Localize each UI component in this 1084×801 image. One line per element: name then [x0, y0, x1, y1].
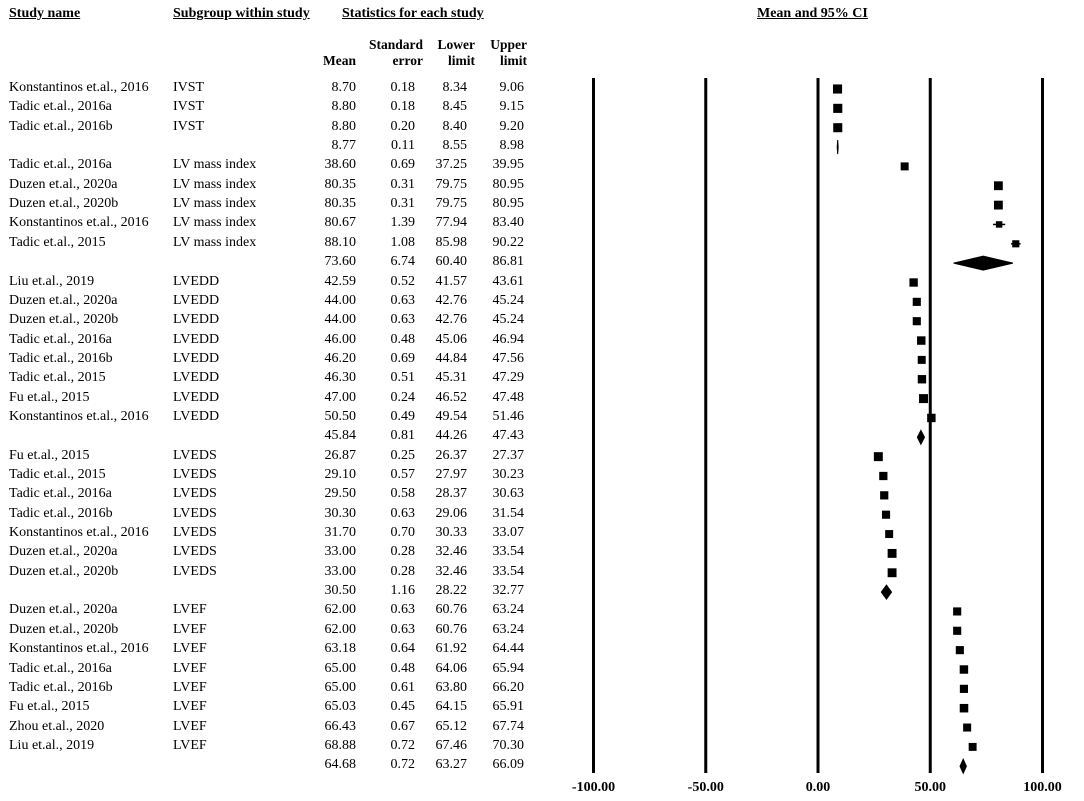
- study-point: [888, 568, 897, 577]
- summary-diamond: [881, 585, 891, 599]
- lower-limit-cell: 32.46: [435, 563, 467, 579]
- study-name-cell: Duzen et.al., 2020a: [9, 292, 118, 308]
- subgroup-cell: LV mass index: [173, 196, 257, 212]
- lower-limit-cell: 79.75: [435, 176, 467, 192]
- study-name-cell: Tadic et.al., 2015: [9, 467, 106, 482]
- subgroup-cell: LVEDS: [173, 544, 217, 560]
- standard-error-cell: 0.63: [390, 312, 415, 328]
- study-name-cell: Zhou et.al., 2020: [9, 718, 105, 734]
- lower-limit-cell: 42.76: [435, 292, 467, 308]
- standard-error-cell: 0.52: [390, 273, 415, 289]
- standard-error-cell: 0.45: [390, 699, 415, 715]
- subgroup-cell: LVEDS: [173, 447, 217, 463]
- subgroup-cell: LVEDD: [173, 408, 220, 424]
- upper-limit-cell: 63.24: [492, 621, 524, 637]
- upper-limit-cell: 65.94: [492, 660, 524, 676]
- subgroup-cell: LVEF: [173, 679, 207, 695]
- lower-limit-cell: 65.12: [435, 718, 467, 734]
- standard-error-cell: 6.74: [390, 254, 415, 270]
- upper-limit-cell: 9.06: [499, 80, 524, 95]
- study-point: [996, 221, 1002, 227]
- mean-cell: 31.70: [324, 525, 356, 541]
- header-ul-line2: limit: [500, 53, 527, 68]
- upper-limit-cell: 65.91: [492, 699, 524, 715]
- upper-limit-cell: 70.30: [492, 737, 524, 753]
- study-point: [880, 491, 888, 499]
- standard-error-cell: 0.72: [390, 737, 415, 753]
- mean-cell: 46.30: [324, 370, 356, 386]
- lower-limit-cell: 44.26: [435, 428, 467, 444]
- standard-error-cell: 0.28: [390, 563, 415, 579]
- subgroup-cell: LVEDD: [173, 389, 220, 405]
- subgroup-cell: LV mass index: [173, 234, 257, 250]
- standard-error-cell: 0.18: [390, 80, 415, 95]
- subgroup-cell: LVEF: [173, 699, 207, 715]
- study-point: [918, 356, 926, 364]
- study-point: [953, 607, 961, 615]
- upper-limit-cell: 47.29: [492, 370, 524, 386]
- study-name-cell: Konstantinos et.al., 2016: [9, 80, 149, 95]
- study-name-cell: Konstantinos et.al., 2016: [9, 525, 149, 541]
- standard-error-cell: 0.63: [390, 602, 415, 618]
- study-name-cell: Tadic et.al., 2016a: [9, 486, 112, 502]
- mean-cell: 73.60: [324, 254, 356, 270]
- subgroup-cell: LVEDS: [173, 486, 217, 502]
- subgroup-cell: LVEDD: [173, 331, 220, 347]
- mean-cell: 44.00: [324, 312, 356, 328]
- upper-limit-cell: 8.98: [499, 138, 524, 154]
- study-point: [917, 336, 925, 344]
- mean-cell: 63.18: [324, 641, 356, 657]
- study-point: [919, 394, 928, 403]
- x-tick-label: -50.00: [687, 780, 724, 795]
- standard-error-cell: 0.81: [390, 428, 415, 444]
- lower-limit-cell: 46.52: [435, 389, 467, 405]
- upper-limit-cell: 9.20: [499, 118, 524, 134]
- upper-limit-cell: 47.43: [492, 428, 524, 444]
- lower-limit-cell: 27.97: [435, 467, 467, 482]
- mean-cell: 50.50: [324, 408, 356, 424]
- mean-cell: 47.00: [324, 389, 356, 405]
- mean-cell: 29.50: [324, 486, 356, 502]
- lower-limit-cell: 60.40: [435, 254, 467, 270]
- subgroup-cell: IVST: [173, 118, 205, 134]
- subgroup-cell: IVST: [173, 99, 205, 115]
- study-point: [833, 104, 842, 113]
- study-name-cell: Duzen et.al., 2020b: [9, 312, 119, 328]
- mean-cell: 80.35: [324, 176, 356, 192]
- standard-error-cell: 0.63: [390, 621, 415, 637]
- upper-limit-cell: 47.56: [492, 350, 524, 366]
- study-name-cell: Tadic et.al., 2016b: [9, 350, 113, 366]
- study-point: [960, 704, 969, 713]
- upper-limit-cell: 51.46: [492, 408, 524, 424]
- mean-cell: 8.70: [331, 80, 356, 95]
- study-name-cell: Fu et.al., 2015: [9, 389, 90, 405]
- upper-limit-cell: 33.54: [492, 563, 524, 579]
- upper-limit-cell: 30.63: [492, 486, 524, 502]
- lower-limit-cell: 41.57: [435, 273, 467, 289]
- subgroup-cell: LVEF: [173, 737, 207, 753]
- upper-limit-cell: 83.40: [492, 215, 524, 231]
- study-point: [833, 123, 842, 132]
- mean-cell: 33.00: [324, 544, 356, 560]
- study-point: [956, 646, 964, 654]
- standard-error-cell: 0.72: [390, 757, 415, 773]
- mean-cell: 68.88: [324, 737, 356, 753]
- subgroup-cell: LVEF: [173, 641, 207, 657]
- mean-cell: 65.03: [324, 699, 356, 715]
- summary-diamond: [954, 256, 1013, 270]
- upper-limit-cell: 66.20: [492, 679, 524, 695]
- study-name-cell: Tadic et.al., 2016a: [9, 157, 112, 173]
- mean-cell: 46.00: [324, 331, 356, 347]
- mean-cell: 65.00: [324, 679, 356, 695]
- header-se-line2: error: [392, 53, 423, 68]
- upper-limit-cell: 31.54: [492, 505, 524, 521]
- study-point: [963, 724, 971, 732]
- study-point: [888, 549, 897, 558]
- x-tick-label: -100.00: [571, 780, 616, 795]
- study-point: [833, 84, 842, 93]
- subgroup-cell: LVEDS: [173, 467, 217, 482]
- study-point: [927, 414, 935, 422]
- lower-limit-cell: 37.25: [435, 157, 467, 173]
- upper-limit-cell: 45.24: [492, 312, 524, 328]
- standard-error-cell: 0.69: [390, 350, 415, 366]
- study-point: [879, 472, 887, 480]
- study-point: [953, 627, 961, 635]
- mean-cell: 80.67: [324, 215, 356, 231]
- upper-limit-cell: 67.74: [492, 718, 524, 734]
- study-point: [960, 665, 968, 673]
- study-point: [1012, 240, 1019, 247]
- mean-cell: 30.30: [324, 505, 356, 521]
- mean-cell: 62.00: [324, 621, 356, 637]
- mean-cell: 80.35: [324, 196, 356, 212]
- standard-error-cell: 0.31: [390, 176, 415, 192]
- header-subgroup: Subgroup within study: [173, 6, 310, 21]
- subgroup-cell: LVEDD: [173, 273, 220, 289]
- study-name-cell: Duzen et.al., 2020a: [9, 176, 118, 192]
- lower-limit-cell: 45.31: [435, 370, 467, 386]
- mean-cell: 46.20: [324, 350, 356, 366]
- lower-limit-cell: 8.40: [442, 118, 467, 134]
- standard-error-cell: 0.63: [390, 505, 415, 521]
- study-point: [901, 162, 909, 170]
- standard-error-cell: 0.11: [391, 138, 415, 154]
- upper-limit-cell: 47.48: [492, 389, 524, 405]
- study-point: [913, 298, 921, 306]
- study-name-cell: Duzen et.al., 2020a: [9, 602, 118, 618]
- lower-limit-cell: 77.94: [435, 215, 467, 231]
- subgroup-cell: LVEF: [173, 621, 207, 637]
- subgroup-cell: LVEDD: [173, 370, 220, 386]
- upper-limit-cell: 43.61: [492, 273, 524, 289]
- lower-limit-cell: 26.37: [435, 447, 467, 463]
- x-tick-label: 50.00: [914, 780, 946, 795]
- standard-error-cell: 0.18: [390, 99, 415, 115]
- header-study-name: Study name: [9, 6, 81, 21]
- study-point: [994, 201, 1003, 210]
- lower-limit-cell: 64.15: [435, 699, 467, 715]
- lower-limit-cell: 63.80: [435, 679, 467, 695]
- mean-cell: 65.00: [324, 660, 356, 676]
- standard-error-cell: 0.49: [390, 408, 415, 424]
- subgroup-cell: LVEDD: [173, 350, 220, 366]
- header-ll-line2: limit: [448, 53, 475, 68]
- mean-cell: 38.60: [324, 157, 356, 173]
- standard-error-cell: 0.31: [390, 196, 415, 212]
- lower-limit-cell: 60.76: [435, 602, 467, 618]
- upper-limit-cell: 33.54: [492, 544, 524, 560]
- mean-cell: 88.10: [324, 234, 356, 250]
- lower-limit-cell: 30.33: [435, 525, 467, 541]
- lower-limit-cell: 42.76: [435, 312, 467, 328]
- header-se-line1: Standard: [368, 37, 423, 52]
- mean-cell: 8.77: [331, 138, 356, 154]
- standard-error-cell: 0.25: [390, 447, 415, 463]
- upper-limit-cell: 63.24: [492, 602, 524, 618]
- lower-limit-cell: 29.06: [435, 505, 467, 521]
- upper-limit-cell: 27.37: [492, 447, 524, 463]
- study-name-cell: Fu et.al., 2015: [9, 447, 90, 463]
- lower-limit-cell: 64.06: [435, 660, 467, 676]
- lower-limit-cell: 28.22: [435, 583, 467, 599]
- mean-cell: 66.43: [324, 718, 356, 734]
- mean-cell: 8.80: [331, 99, 356, 115]
- standard-error-cell: 0.48: [390, 660, 415, 676]
- lower-limit-cell: 44.84: [435, 350, 467, 366]
- upper-limit-cell: 86.81: [492, 254, 524, 270]
- study-point: [885, 530, 893, 538]
- subgroup-cell: LVEDS: [173, 563, 217, 579]
- mean-cell: 30.50: [324, 583, 356, 599]
- study-name-cell: Tadic et.al., 2016b: [9, 118, 113, 134]
- subgroup-cell: LVEF: [173, 660, 207, 676]
- study-point: [909, 278, 917, 286]
- standard-error-cell: 1.16: [390, 583, 415, 599]
- study-name-cell: Konstantinos et.al., 2016: [9, 408, 149, 424]
- upper-limit-cell: 45.24: [492, 292, 524, 308]
- mean-cell: 29.10: [324, 467, 356, 482]
- mean-cell: 62.00: [324, 602, 356, 618]
- lower-limit-cell: 79.75: [435, 196, 467, 212]
- subgroup-cell: LVEF: [173, 602, 207, 618]
- study-name-cell: Tadic et.al., 2016b: [9, 505, 113, 521]
- lower-limit-cell: 8.45: [442, 99, 467, 115]
- lower-limit-cell: 32.46: [435, 544, 467, 560]
- header-statistics: Statistics for each study: [342, 6, 484, 21]
- subgroup-cell: LVEDD: [173, 292, 220, 308]
- study-point: [882, 511, 890, 519]
- upper-limit-cell: 90.22: [492, 234, 524, 250]
- study-name-cell: Liu et.al., 2019: [9, 737, 95, 753]
- lower-limit-cell: 63.27: [435, 757, 467, 773]
- standard-error-cell: 0.24: [390, 389, 415, 405]
- lower-limit-cell: 28.37: [435, 486, 467, 502]
- upper-limit-cell: 33.07: [492, 525, 524, 541]
- lower-limit-cell: 60.76: [435, 621, 467, 637]
- subgroup-cell: LVEDD: [173, 312, 220, 328]
- subgroup-cell: LVEDS: [173, 525, 217, 541]
- study-name-cell: Tadic et.al., 2016b: [9, 679, 113, 695]
- study-point: [918, 375, 926, 383]
- header-ll-line1: Lower: [437, 37, 475, 52]
- lower-limit-cell: 45.06: [435, 331, 467, 347]
- standard-error-cell: 1.39: [390, 215, 415, 231]
- summary-diamond: [837, 140, 838, 154]
- mean-cell: 64.68: [324, 757, 356, 773]
- subgroup-cell: LVEF: [173, 718, 207, 734]
- lower-limit-cell: 67.46: [435, 737, 467, 753]
- study-name-cell: Duzen et.al., 2020b: [9, 563, 119, 579]
- subgroup-cell: LV mass index: [173, 215, 257, 231]
- summary-diamond: [960, 759, 966, 773]
- subgroup-cell: LV mass index: [173, 176, 257, 192]
- standard-error-cell: 0.69: [390, 157, 415, 173]
- study-name-cell: Tadic et.al., 2015: [9, 370, 106, 386]
- upper-limit-cell: 66.09: [492, 757, 524, 773]
- upper-limit-cell: 39.95: [492, 157, 524, 173]
- lower-limit-cell: 8.34: [442, 80, 467, 95]
- standard-error-cell: 0.70: [390, 525, 415, 541]
- study-point: [874, 452, 883, 461]
- study-name-cell: Tadic et.al., 2016a: [9, 99, 112, 115]
- subgroup-cell: LVEDS: [173, 505, 217, 521]
- upper-limit-cell: 30.23: [492, 467, 524, 482]
- upper-limit-cell: 64.44: [492, 641, 524, 657]
- study-name-cell: Duzen et.al., 2020b: [9, 196, 119, 212]
- subgroup-cell: IVST: [173, 80, 205, 95]
- summary-diamond: [917, 430, 924, 444]
- mean-cell: 45.84: [324, 428, 356, 444]
- lower-limit-cell: 49.54: [435, 408, 467, 424]
- study-name-cell: Tadic et.al., 2016a: [9, 660, 112, 676]
- upper-limit-cell: 80.95: [492, 176, 524, 192]
- mean-cell: 26.87: [324, 447, 356, 463]
- study-name-cell: Tadic et.al., 2015: [9, 234, 106, 250]
- standard-error-cell: 0.20: [390, 118, 415, 134]
- standard-error-cell: 0.51: [390, 370, 415, 386]
- lower-limit-cell: 61.92: [435, 641, 467, 657]
- study-name-cell: Duzen et.al., 2020b: [9, 621, 119, 637]
- study-point: [994, 181, 1003, 190]
- x-tick-label: 0.00: [805, 780, 831, 795]
- mean-cell: 42.59: [324, 273, 356, 289]
- study-name-cell: Tadic et.al., 2016a: [9, 331, 112, 347]
- study-name-cell: Fu et.al., 2015: [9, 699, 90, 715]
- upper-limit-cell: 46.94: [492, 331, 524, 347]
- study-point: [913, 317, 921, 325]
- standard-error-cell: 0.64: [390, 641, 415, 657]
- standard-error-cell: 0.61: [390, 679, 415, 695]
- lower-limit-cell: 8.55: [442, 138, 467, 154]
- standard-error-cell: 0.67: [390, 718, 415, 734]
- study-point: [960, 685, 968, 693]
- mean-cell: 44.00: [324, 292, 356, 308]
- header-plot-title: Mean and 95% CI: [757, 6, 868, 21]
- upper-limit-cell: 80.95: [492, 196, 524, 212]
- standard-error-cell: 1.08: [390, 234, 415, 250]
- upper-limit-cell: 9.15: [499, 99, 524, 115]
- standard-error-cell: 0.28: [390, 544, 415, 560]
- lower-limit-cell: 85.98: [435, 234, 467, 250]
- study-name-cell: Liu et.al., 2019: [9, 273, 95, 289]
- study-point: [969, 743, 977, 751]
- study-name-cell: Duzen et.al., 2020a: [9, 544, 118, 560]
- upper-limit-cell: 32.77: [492, 583, 524, 599]
- x-tick-label: 100.00: [1023, 780, 1062, 795]
- study-name-cell: Konstantinos et.al., 2016: [9, 641, 149, 657]
- header-ul-line1: Upper: [490, 37, 527, 52]
- header-mean: Mean: [323, 53, 356, 68]
- standard-error-cell: 0.58: [390, 486, 415, 502]
- mean-cell: 8.80: [331, 118, 356, 134]
- study-name-cell: Konstantinos et.al., 2016: [9, 215, 149, 231]
- standard-error-cell: 0.57: [390, 467, 415, 482]
- mean-cell: 33.00: [324, 563, 356, 579]
- subgroup-cell: LV mass index: [173, 157, 257, 173]
- standard-error-cell: 0.63: [390, 292, 415, 308]
- standard-error-cell: 0.48: [390, 331, 415, 347]
